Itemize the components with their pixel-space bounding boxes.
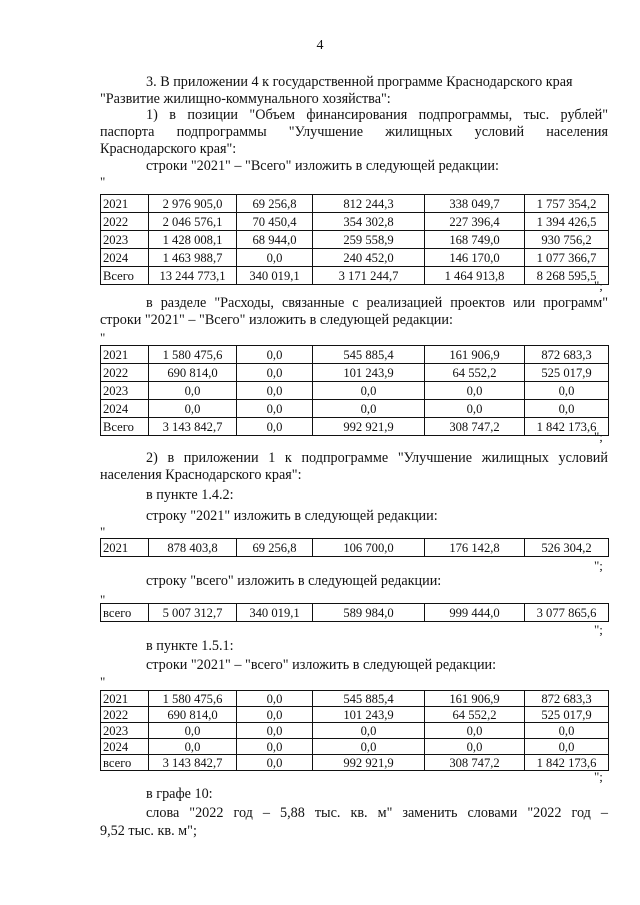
row-label-cell: 2024 <box>101 400 149 418</box>
row-label-cell: всего <box>101 755 149 771</box>
table-row <box>101 755 609 771</box>
value-cell: 690 814,0 <box>149 364 237 382</box>
row-label-cell: 2023 <box>101 231 149 249</box>
open-quote-3: " <box>100 524 106 539</box>
value-cell: 0,0 <box>149 400 237 418</box>
value-cell: 8 268 595,5 <box>525 267 609 285</box>
value-cell: 0,0 <box>237 249 313 267</box>
value-cell: 0,0 <box>237 400 313 418</box>
value-cell: 812 244,3 <box>313 195 425 213</box>
row-label-cell: 2022 <box>101 707 149 723</box>
close-quote-3: "; <box>594 558 603 573</box>
replace-words-line-1: слова "2022 год – 5,88 тыс. кв. м" заменить словами "2022 год – <box>146 805 608 821</box>
close-quote-2: "; <box>594 429 603 444</box>
point-1-5-1-table <box>100 690 609 771</box>
value-cell: 1 428 008,1 <box>149 231 237 249</box>
point-1-4-2: в пункте 1.4.2: <box>146 487 234 503</box>
value-cell: 525 017,9 <box>525 707 609 723</box>
value-cell: 999 444,0 <box>425 604 525 622</box>
value-cell: 589 984,0 <box>313 604 425 622</box>
value-cell: 70 450,4 <box>237 213 313 231</box>
close-quote-1: "; <box>594 278 603 293</box>
replace-words-line-2: 9,52 тыс. кв. м"; <box>100 823 197 839</box>
value-cell: 878 403,8 <box>149 539 237 557</box>
value-cell: 0,0 <box>525 739 609 755</box>
table-row <box>101 346 609 364</box>
value-cell: 68 944,0 <box>237 231 313 249</box>
subitem-1-line-3: Краснодарского края": <box>100 141 237 157</box>
table-row <box>101 739 609 755</box>
value-cell: 106 700,0 <box>313 539 425 557</box>
table-row <box>101 267 609 285</box>
value-cell: 545 885,4 <box>313 346 425 364</box>
row-label-cell: 2024 <box>101 249 149 267</box>
value-cell: 0,0 <box>313 739 425 755</box>
value-cell: 0,0 <box>237 382 313 400</box>
value-cell: 0,0 <box>237 739 313 755</box>
value-cell: 69 256,8 <box>237 539 313 557</box>
instruction-rows-2021-total-1: строки "2021" – "Всего" изложить в следующей редакции: <box>146 158 499 174</box>
value-cell: 308 747,2 <box>425 755 525 771</box>
value-cell: 1 464 913,8 <box>425 267 525 285</box>
table-row <box>101 231 609 249</box>
subitem-1-line-1: 1) в позиции "Объем финансирования подпрограммы, тыс. рублей" <box>146 107 608 123</box>
row-label-cell: 2021 <box>101 691 149 707</box>
instruction-rows-2021-total-2: строки "2021" – "всего" изложить в следующей редакции: <box>146 657 497 673</box>
page-number: 4 <box>316 38 324 53</box>
value-cell: 0,0 <box>425 400 525 418</box>
value-cell: 930 756,2 <box>525 231 609 249</box>
value-cell: 0,0 <box>525 382 609 400</box>
row-total-table <box>100 603 609 622</box>
value-cell: 0,0 <box>237 346 313 364</box>
table-row <box>101 418 609 436</box>
value-cell: 525 017,9 <box>525 364 609 382</box>
value-cell: 13 244 773,1 <box>149 267 237 285</box>
value-cell: 338 049,7 <box>425 195 525 213</box>
subitem-1-line-2: паспорта подпрограммы "Улучшение жилищных условий населения <box>100 124 608 140</box>
value-cell: 1 077 366,7 <box>525 249 609 267</box>
value-cell: 545 885,4 <box>313 691 425 707</box>
row-label-cell: 2021 <box>101 346 149 364</box>
value-cell: 168 749,0 <box>425 231 525 249</box>
value-cell: 0,0 <box>149 723 237 739</box>
value-cell: 0,0 <box>425 382 525 400</box>
value-cell: 1 580 475,6 <box>149 346 237 364</box>
value-cell: 0,0 <box>525 400 609 418</box>
row-label-cell: Всего <box>101 418 149 436</box>
open-quote-2: " <box>100 330 106 345</box>
value-cell: 0,0 <box>237 755 313 771</box>
table-row <box>101 400 609 418</box>
paragraph-3-line-2: "Развитие жилищно-коммунального хозяйства": <box>100 91 391 107</box>
expenses-section-line-1: в разделе "Расходы, связанные с реализацией проектов или программ" <box>146 295 608 311</box>
instruction-row-total: строку "всего" изложить в следующей редакции: <box>146 573 442 589</box>
value-cell: 3 143 842,7 <box>149 418 237 436</box>
value-cell: 872 683,3 <box>525 691 609 707</box>
table-row <box>101 723 609 739</box>
value-cell: 3 143 842,7 <box>149 755 237 771</box>
value-cell: 0,0 <box>313 400 425 418</box>
value-cell: 872 683,3 <box>525 346 609 364</box>
value-cell: 0,0 <box>149 382 237 400</box>
value-cell: 240 452,0 <box>313 249 425 267</box>
value-cell: 2 976 905,0 <box>149 195 237 213</box>
table-row <box>101 604 609 622</box>
table-row <box>101 213 609 231</box>
table-row <box>101 364 609 382</box>
value-cell: 992 921,9 <box>313 755 425 771</box>
table-row <box>101 691 609 707</box>
value-cell: 0,0 <box>237 691 313 707</box>
table-row <box>101 382 609 400</box>
value-cell: 161 906,9 <box>425 691 525 707</box>
value-cell: 101 243,9 <box>313 707 425 723</box>
value-cell: 64 552,2 <box>425 707 525 723</box>
value-cell: 340 019,1 <box>237 604 313 622</box>
value-cell: 340 019,1 <box>237 267 313 285</box>
subitem-2-line-2: населения Краснодарского края": <box>100 467 302 483</box>
table-row <box>101 195 609 213</box>
row-label-cell: Всего <box>101 267 149 285</box>
paragraph-3-line-1: 3. В приложении 4 к государственной программе Краснодарского края <box>146 74 573 90</box>
value-cell: 1 842 173,6 <box>525 418 609 436</box>
financing-table <box>100 194 609 285</box>
value-cell: 1 757 354,2 <box>525 195 609 213</box>
open-quote-4: " <box>100 592 106 607</box>
row-label-cell: 2022 <box>101 213 149 231</box>
value-cell: 146 170,0 <box>425 249 525 267</box>
point-1-5-1: в пункте 1.5.1: <box>146 638 234 654</box>
close-quote-5: "; <box>594 769 603 784</box>
value-cell: 1 394 426,5 <box>525 213 609 231</box>
instruction-row-2021: строку "2021" изложить в следующей редакции: <box>146 508 438 524</box>
expenses-table <box>100 345 609 436</box>
row-label-cell: 2021 <box>101 539 149 557</box>
value-cell: 227 396,4 <box>425 213 525 231</box>
value-cell: 0,0 <box>425 739 525 755</box>
row-label-cell: 2024 <box>101 739 149 755</box>
value-cell: 0,0 <box>237 707 313 723</box>
value-cell: 526 304,2 <box>525 539 609 557</box>
value-cell: 0,0 <box>237 723 313 739</box>
row-label-cell: 2022 <box>101 364 149 382</box>
row-label-cell: 2021 <box>101 195 149 213</box>
value-cell: 5 007 312,7 <box>149 604 237 622</box>
value-cell: 69 256,8 <box>237 195 313 213</box>
expenses-section-line-2: строки "2021" – "Всего" изложить в следующей редакции: <box>100 312 453 328</box>
value-cell: 0,0 <box>425 723 525 739</box>
value-cell: 64 552,2 <box>425 364 525 382</box>
value-cell: 101 243,9 <box>313 364 425 382</box>
value-cell: 0,0 <box>313 723 425 739</box>
open-quote-1: " <box>100 174 106 189</box>
subitem-2-line-1: 2) в приложении 1 к подпрограмме "Улучшение жилищных условий <box>146 450 608 466</box>
value-cell: 0,0 <box>525 723 609 739</box>
row-2021-table <box>100 538 609 557</box>
value-cell: 1 842 173,6 <box>525 755 609 771</box>
value-cell: 259 558,9 <box>313 231 425 249</box>
value-cell: 3 171 244,7 <box>313 267 425 285</box>
value-cell: 0,0 <box>149 739 237 755</box>
table-row <box>101 249 609 267</box>
value-cell: 0,0 <box>237 418 313 436</box>
row-label-cell: 2023 <box>101 723 149 739</box>
value-cell: 0,0 <box>237 364 313 382</box>
value-cell: 690 814,0 <box>149 707 237 723</box>
column-10: в графе 10: <box>146 786 213 802</box>
row-label-cell: 2023 <box>101 382 149 400</box>
value-cell: 3 077 865,6 <box>525 604 609 622</box>
value-cell: 992 921,9 <box>313 418 425 436</box>
row-label-cell: всего <box>101 604 149 622</box>
value-cell: 2 046 576,1 <box>149 213 237 231</box>
table-row <box>101 539 609 557</box>
close-quote-4: "; <box>594 622 603 637</box>
value-cell: 1 463 988,7 <box>149 249 237 267</box>
value-cell: 1 580 475,6 <box>149 691 237 707</box>
value-cell: 176 142,8 <box>425 539 525 557</box>
value-cell: 0,0 <box>313 382 425 400</box>
value-cell: 161 906,9 <box>425 346 525 364</box>
open-quote-5: " <box>100 674 106 689</box>
table-row <box>101 707 609 723</box>
value-cell: 354 302,8 <box>313 213 425 231</box>
value-cell: 308 747,2 <box>425 418 525 436</box>
